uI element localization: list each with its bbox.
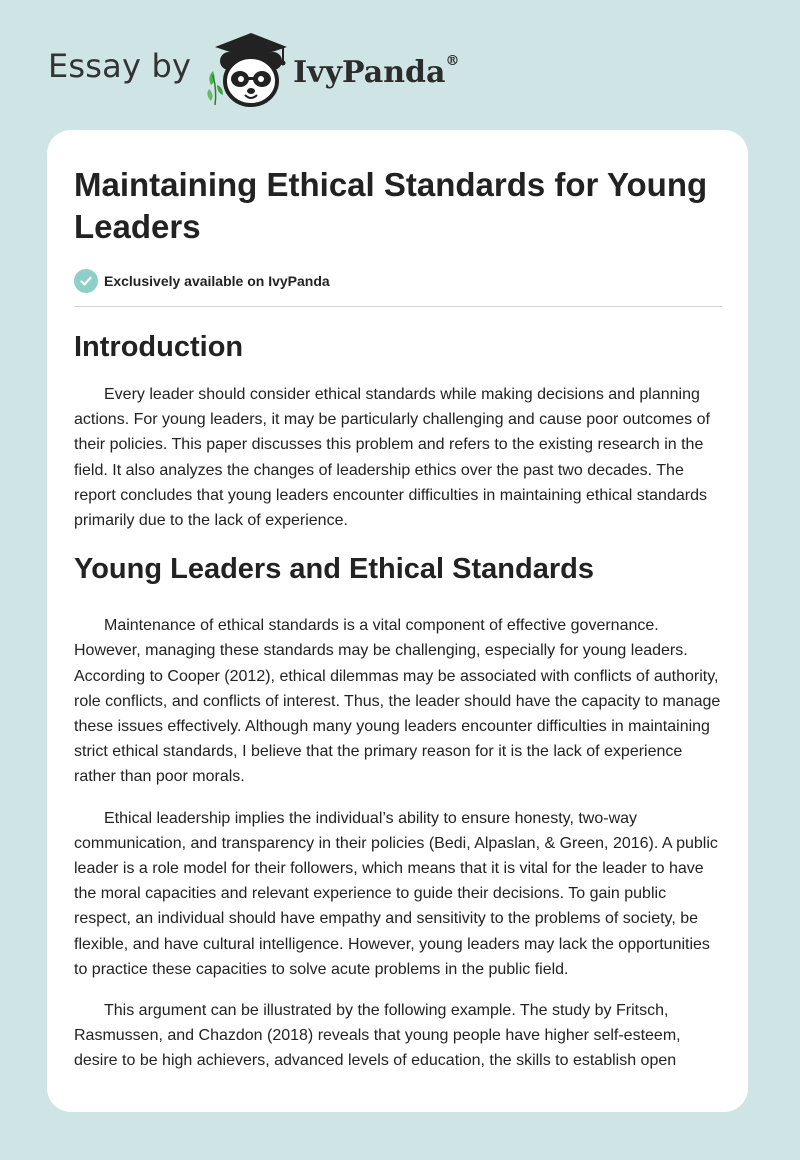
- exclusive-badge: [74, 268, 722, 294]
- paragraph: Ethical leadership implies the individual’s ability to ensure honesty, two-way communication, and transparency in their policies (Bedi, Alpaslan, & Green, 2016). A public leader is a role model for their followers, which means that it is vital for the leader to have the moral capacities and relevant experience to guide their decisions. To gain public respect, an individual should have empathy and sensitivity to the problems of society, be flexible, and have cultural intelligence. However, young leaders may lack the opportunities to practice these capacities to solve acute problems in the public field.: [74, 809, 718, 978]
- section-heading-introduction: Introduction: [74, 331, 244, 363]
- exclusive-label: Exclusively available on IvyPanda: [104, 273, 330, 289]
- essay-by-label: Essay by: [48, 47, 192, 85]
- divider: [74, 306, 722, 307]
- page-title: Maintaining Ethical Standards for Young Leaders: [74, 166, 708, 245]
- essay-card: [47, 130, 748, 1112]
- paragraph: This argument can be illustrated by the following example. The study by Fritsch, Rasmussen, and Chazdon (2018) reveals that young people have higher self-esteem, desire to be high achievers, advanced levels of education, the skills to establish open: [74, 1002, 681, 1070]
- panda-logo-icon: [199, 31, 295, 111]
- paragraph: Every leader should consider ethical standards while making decisions and planning actions. For young leaders, it may be particularly challenging and cause poor outcomes of their policies. This paper discusses this problem and refers to the existing research in the field. It also analyzes the changes of leadership ethics over the past two decades. The report concludes that young leaders encounter difficulties in maintaining ethical standards primarily due to the lack of experience.: [74, 386, 710, 530]
- site-header: [48, 28, 488, 118]
- paragraph: Maintenance of ethical standards is a vital component of effective governance. However, managing these standards may be challenging, especially for young leaders. According to Cooper (2012), ethical dilemmas may be associated with conflicts of authority, role conflicts, and conflicts of interest. Thus, the leader should have the capacity to manage these issues effectively. Although many young leaders encounter difficulties in maintaining strict ethical standards, I believe that the primary reason for it is the lack of experience rather than poor morals.: [74, 617, 721, 786]
- ivy-leaf-icon: [208, 71, 224, 105]
- section-heading-young-leaders: Young Leaders and Ethical Standards: [74, 553, 594, 586]
- check-circle-icon: [74, 269, 98, 293]
- brand-name: IvyPanda®: [293, 52, 460, 90]
